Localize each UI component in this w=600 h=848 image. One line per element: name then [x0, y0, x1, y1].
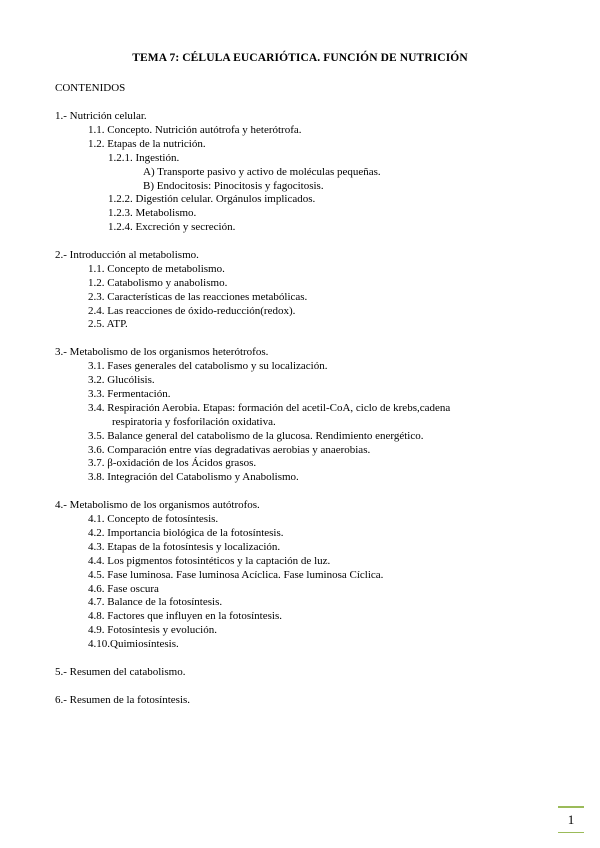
- page-number-rule-top: [558, 806, 584, 808]
- toc-line: 3.7. β-oxidación de los Ácidos grasos.: [88, 457, 257, 469]
- toc-line: 4.5. Fase luminosa. Fase luminosa Acíclica. Fase luminosa Cíclica.: [88, 569, 384, 581]
- toc-line: 3.1. Fases generales del catabolismo y su localización.: [88, 360, 328, 372]
- contents-heading: CONTENIDOS: [55, 82, 126, 94]
- toc-line: respiratoria y fosforilación oxidativa.: [112, 416, 276, 428]
- toc-line: 3.2. Glucólisis.: [88, 374, 155, 386]
- toc-line: 1.- Nutrición celular.: [55, 110, 147, 122]
- toc-line: 4.4. Los pigmentos fotosintéticos y la captación de luz.: [88, 555, 331, 567]
- toc-line: 4.2. Importancia biológica de la fotosíntesis.: [88, 527, 284, 539]
- document-title: TEMA 7: CÉLULA EUCARIÓTICA. FUNCIÓN DE NUTRICIÓN: [132, 52, 468, 64]
- toc-line: 1.2.2. Digestión celular. Orgánulos implicados.: [108, 193, 316, 205]
- toc-line: 6.- Resumen de la fotosíntesis.: [55, 694, 191, 706]
- toc-line: 4.6. Fase oscura: [88, 583, 159, 595]
- toc-line: 2.- Introducción al metabolismo.: [55, 249, 199, 261]
- toc-line: 3.4. Respiración Aerobia. Etapas: formación del acetil-CoA, ciclo de krebs,cadena: [88, 402, 451, 414]
- toc-line: 3.8. Integración del Catabolismo y Anabolismo.: [88, 471, 299, 483]
- toc-line: 4.3. Etapas de la fotosíntesis y localización.: [88, 541, 281, 553]
- page-number-rule-bottom: [558, 832, 584, 833]
- toc-line: 4.8. Factores que influyen en la fotosíntesis.: [88, 610, 282, 622]
- page-number: 1: [567, 812, 575, 827]
- toc-line: 3.3. Fermentación.: [88, 388, 171, 400]
- toc-line: 4.9. Fotosíntesis y evolución.: [88, 624, 217, 636]
- toc-line: 1.1. Concepto de metabolismo.: [88, 263, 225, 275]
- toc-line: 5.- Resumen del catabolismo.: [55, 666, 186, 678]
- toc-line: A) Transporte pasivo y activo de moléculas pequeñas.: [143, 166, 381, 178]
- toc-line: 1.2.4. Excreción y secreción.: [108, 221, 236, 233]
- toc-line: 4.1. Concepto de fotosíntesis.: [88, 513, 219, 525]
- toc-line: 1.2.3. Metabolismo.: [108, 207, 197, 219]
- toc-line: 3.5. Balance general del catabolismo de la glucosa. Rendimiento energético.: [88, 430, 424, 442]
- toc-line: 4.10.Quimiosíntesis.: [88, 638, 179, 650]
- toc-line: 1.1. Concepto. Nutrición autótrofa y heterótrofa.: [88, 124, 302, 136]
- toc-line: 1.2. Catabolismo y anabolismo.: [88, 277, 228, 289]
- toc-line: 4.7. Balance de la fotosíntesis.: [88, 596, 223, 608]
- toc-line: 2.4. Las reacciones de óxido-reducción(redox).: [88, 305, 296, 317]
- toc-line: 2.5. ATP.: [88, 318, 128, 330]
- toc-line: 1.2.1. Ingestión.: [108, 152, 180, 164]
- toc-line: 3.6. Comparación entre vías degradativas aerobias y anaerobias.: [88, 444, 371, 456]
- toc-line: B) Endocitosis: Pinocitosis y fagocitosis.: [143, 180, 324, 192]
- toc-line: 4.- Metabolismo de los organismos autótrofos.: [55, 499, 260, 511]
- toc-line: 3.- Metabolismo de los organismos heterótrofos.: [55, 346, 269, 358]
- toc-line: 2.3. Características de las reacciones metabólicas.: [88, 291, 308, 303]
- toc-line: 1.2. Etapas de la nutrición.: [88, 138, 206, 150]
